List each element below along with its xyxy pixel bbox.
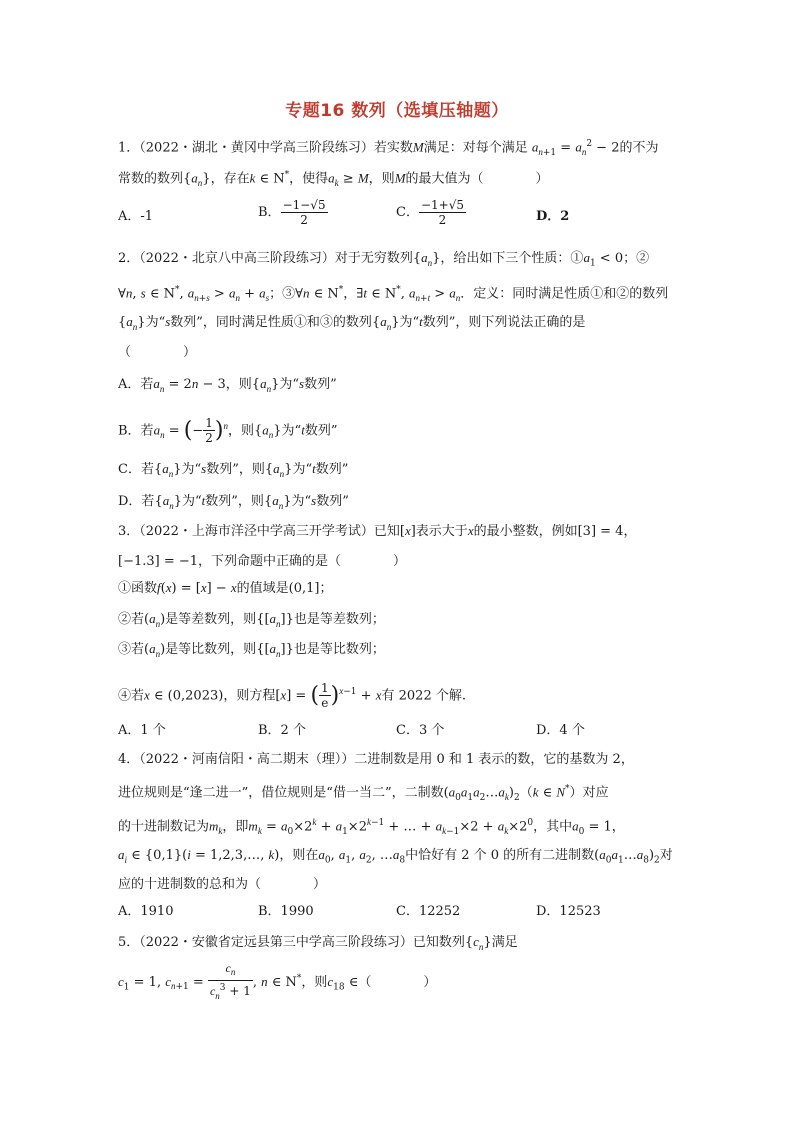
fraction: $\frac{1}{e}$ (321, 681, 329, 711)
q1-option-d[interactable]: D．2 (536, 209, 570, 224)
q1-line-2: 常数的数列$\{a_n\}$，存在k ∈ N*，使得$a_k \ge M$，则M的最大值为（ ） (118, 170, 549, 188)
q4-line-3: 的十进制数记为$m_k$，即$m_k = a_0\times 2^k + a_1\times 2^{k-1}$ + … + $a_{k-1}\times 2 + a_k\times 2^0$，其中$a_0 = 1$， (118, 817, 625, 837)
q2-line-3: $\{a_n\}$为“s数列”，同时满足性质①和③的数列$\{a_n\}$为“t数列”，则下列说法正确的是 (118, 314, 586, 332)
q2-line-1: 2．（2022・北京八中高三阶段练习）对于无穷数列$\{a_n\}$，给出如下三个性质：$①a_1 < 0$；② (118, 250, 650, 269)
q3-option-a[interactable]: A．1 个 (118, 723, 166, 738)
q3-statement-1: ①函数f(x) = [x] − x的值域是(0,1]； (118, 580, 333, 596)
q3-line-2: [−1.3] = −1，下列命题中正确的是（ ） (118, 554, 407, 569)
q2-option-a[interactable]: A．若$a_n = 2n - 3$，则$\{a_n\}$为“s数列” (118, 376, 337, 394)
q2-line-2: ∀n, s ∈ N*, $a_{n+s} > a_n + a_s$；③∀n ∈ N*，∃t ∈ N*, $a_{n+t} > a_n$．定义：同时满足性质①和②的数列 (118, 285, 669, 304)
q3-option-b[interactable]: B．2 个 (258, 723, 306, 738)
q5-line-1: 5．（2022・安徽省定远县第三中学高三阶段练习）已知数列$\{c_n\}$满足 (118, 934, 518, 952)
q3-option-d[interactable]: D．4 个 (536, 723, 585, 738)
q4-option-b[interactable]: B．1990 (258, 904, 314, 919)
q4-line-4: $a_i$ ∈ {0,1}(i = 1,2,3,…, k)，则在$a_0$, $a_1$, $a_2$, $\dots a_8$中恰好有 2 个 0 的所有二进制数$(a_0a_1\dots a_8)_2$对 (118, 847, 673, 866)
fraction: $\frac{1}{2}$ (205, 416, 213, 446)
q2-option-c[interactable]: C．若$\{a_n\}$为“s数列”，则$\{a_n\}$为“t数列” (118, 461, 349, 479)
q3-statement-2: ②若$(a_n)$是等差数列，则$\{[a_n]\}$也是等差数列； (118, 611, 385, 629)
q2-option-d[interactable]: D．若$\{a_n\}$为“t数列”，则$\{a_n\}$为“s数列” (118, 493, 349, 511)
q1-option-c[interactable]: C． $\frac{-1+√5}{2}$ (396, 198, 464, 227)
fraction: $\frac{-1-√5}{2}$ (282, 198, 326, 227)
q2-line-4: （ ） (118, 345, 197, 360)
q1-option-a[interactable]: A．-1 (118, 209, 154, 224)
q4-option-d[interactable]: D．12523 (536, 904, 601, 919)
q5-line-2: $c_1 = 1$, $c_{n+1}$ = $\frac{c_n}{c_n^3 + 1}$ , n ∈ N*，则$c_{18}$ ∈（ ） (118, 961, 678, 1004)
q1-option-b[interactable]: B． $\frac{-1-√5}{2}$ (258, 198, 326, 227)
page-title: 专题16 数列（选填压轴题） (285, 101, 509, 121)
fraction: $\frac{-1+√5}{2}$ (420, 198, 464, 227)
q3-statement-3: ③若$(a_n)$是等比数列，则$\{[a_n]\}$也是等比数列； (118, 641, 385, 659)
q3-option-c[interactable]: C．3 个 (396, 723, 445, 738)
q4-line-1: 4．（2022・河南信阳・高二期末（理））二进制数是用 0 和 1 表示的数，它的基数为 2， (118, 752, 634, 767)
fraction: $\frac{c_n}{c_n^3 + 1}$ (209, 961, 251, 1001)
q4-option-a[interactable]: A．1910 (118, 904, 174, 919)
q4-option-c[interactable]: C．12252 (396, 904, 461, 919)
q4-line-2: 进位规则是“逢二进一”，借位规则是“借一当二”，二制数$(a_0a_1a_2\dots a_k)_2(k$ ∈ N*）对应 (118, 784, 609, 803)
q1-line-1: 1．（2022・湖北・黄冈中学高三阶段练习）若实数M满足：对每个满足 $a_{n+1} = a_n^2 - 2$的不为 (118, 139, 659, 158)
q3-statement-4: ④若x ∈ (0,2023)，则方程[x] = ( $\frac{1}{e}$ )$^{x-1}$ + x有 2022 个解. (118, 681, 466, 711)
q2-option-b[interactable]: B．若$a_n$ = (− $\frac{1}{2}$ )$^n$，则$\{a_n\}$为“t数列” (118, 416, 338, 446)
q3-line-1: 3．（2022・上海市洋泾中学高三开学考试）已知[x]表示大于x的最小整数，例如[3] = 4， (118, 523, 637, 539)
q4-line-5: 应的十进制数的总和为（ ） (118, 877, 327, 892)
